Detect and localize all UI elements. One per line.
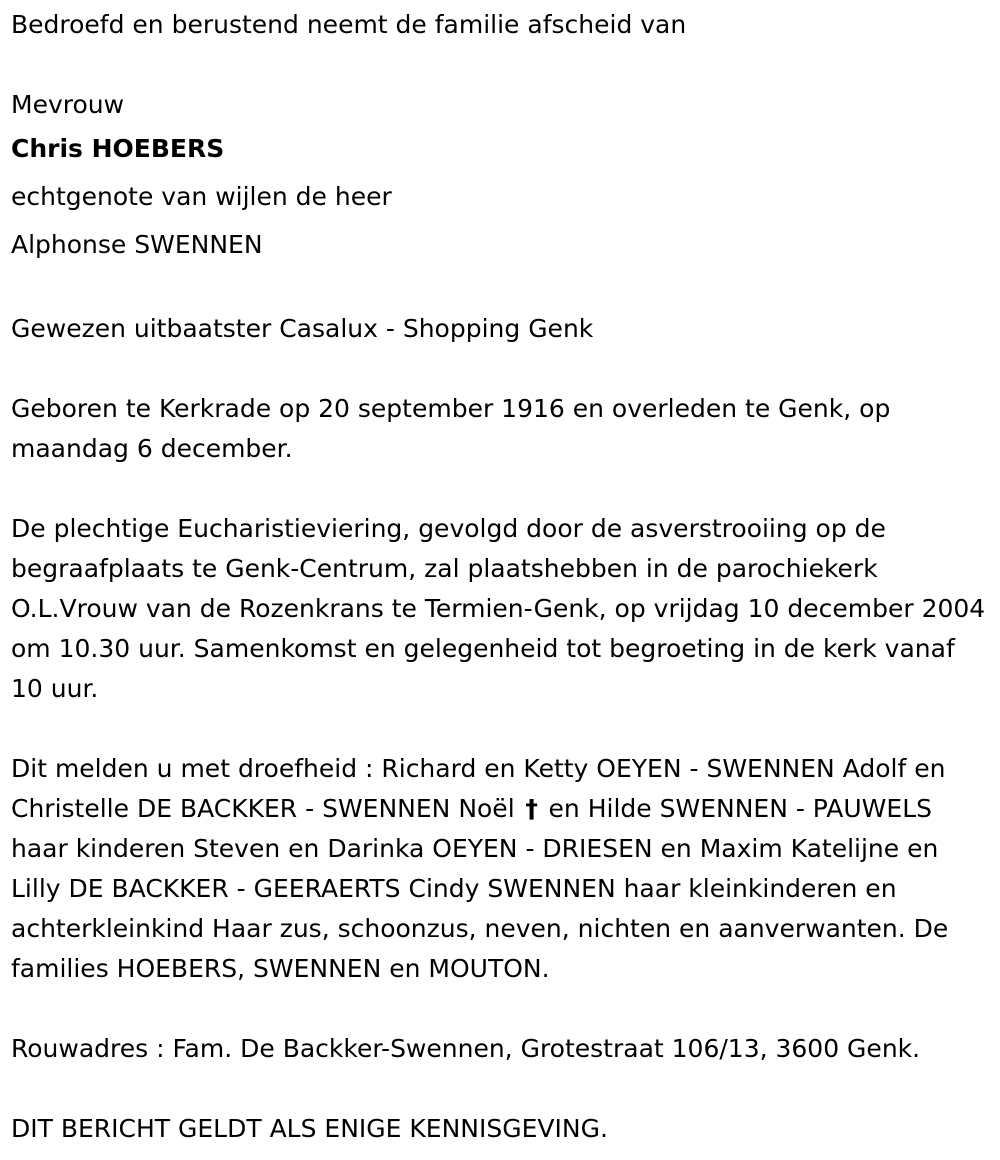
cross-icon: † <box>525 794 538 823</box>
deceased-name: Chris HOEBERS <box>11 134 225 163</box>
spacer <box>11 989 986 1029</box>
family-text-part2: en Hilde SWENNEN - PAUWELS haar kinderen Steven en Darinka OEYEN - DRIESEN en Maxim Katelijne en Lilly DE BACKKER - GEERAERTS Cindy SWENNEN haar kleinkinderen en achterkleinkind Haar zus, schoonzus, neven, nichten en aanverwanten. De families HOEBERS, SWENNEN en MOUTON. <box>11 794 949 983</box>
mourning-address: Rouwadres : Fam. De Backker-Swennen, Grotestraat 106/13, 3600 Genk. <box>11 1034 921 1063</box>
family-announcement <box>11 749 986 989</box>
spacer <box>11 1069 986 1109</box>
family-text-part1: Dit melden u met droefheid : Richard en Ketty OEYEN - SWENNEN Adolf en Christelle DE BACKKER - SWENNEN Noël <box>11 754 946 823</box>
spouse-name: Alphonse SWENNEN <box>11 230 263 259</box>
occupation: Gewezen uitbaatster Casalux - Shopping Genk <box>11 314 594 343</box>
spacer <box>11 45 986 85</box>
spacer <box>11 709 986 749</box>
closing-notice: DIT BERICHT GELDT ALS ENIGE KENNISGEVING. <box>11 1114 608 1143</box>
spacer <box>11 269 986 309</box>
salutation: Mevrouw <box>11 90 125 119</box>
spacer <box>11 349 986 389</box>
intro-text: Bedroefd en berustend neemt de familie afscheid van <box>11 10 687 39</box>
spouse-prefix: echtgenote van wijlen de heer <box>11 182 392 211</box>
ceremony-info: De plechtige Eucharistieviering, gevolgd door de asverstrooiing op de begraafplaats te Genk-Centrum, zal plaatshebben in de parochiekerk O.L.Vrouw van de Rozenkrans te Termien-Genk, op vrijdag 10 december 2004 om 10.30 uur. Samenkomst en gelegenheid tot begroeting in de kerk vanaf 10 uur. <box>11 514 986 703</box>
birth-death-info: Geboren te Kerkrade op 20 september 1916 en overleden te Genk, op maandag 6 december. <box>11 394 891 463</box>
spacer <box>11 469 986 509</box>
